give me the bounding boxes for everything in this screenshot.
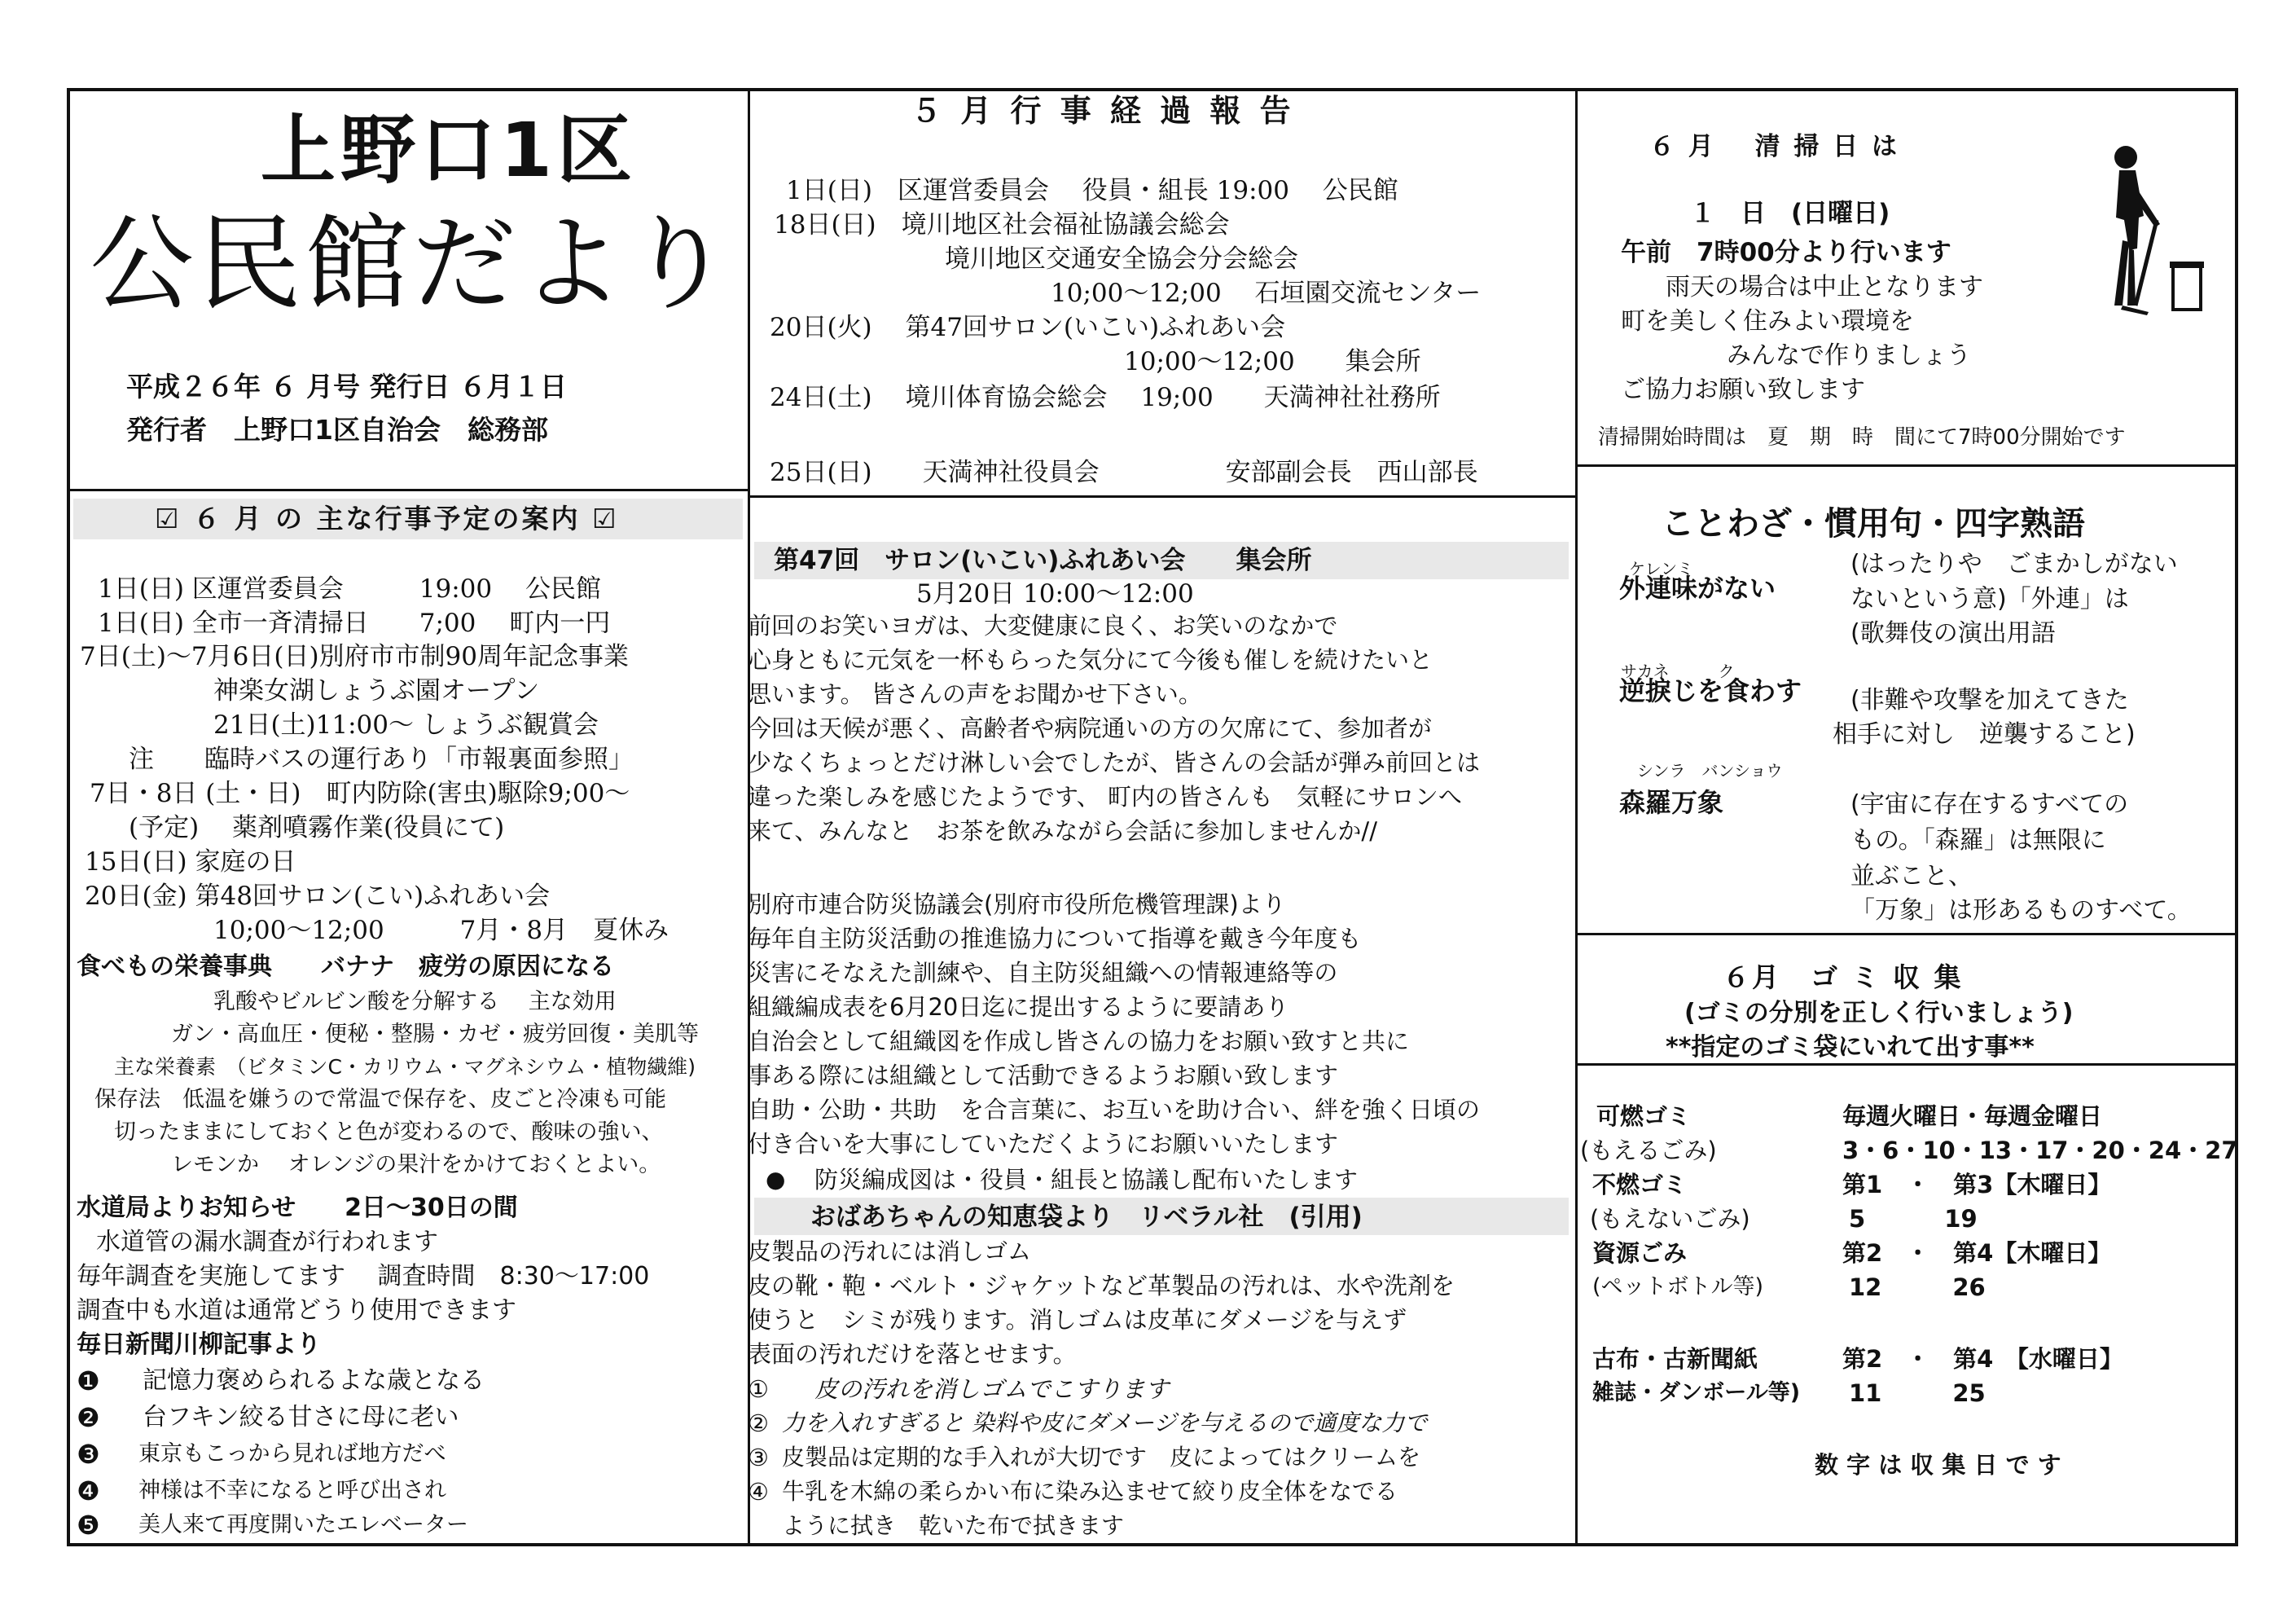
may-report-line: 24日(土) 境川体育協会総会 19;00 天満神社社務所	[770, 383, 1441, 412]
senryu-number: ❸	[77, 1439, 100, 1470]
food-line: レモンか オレンジの果汁をかけておくとよい。	[171, 1152, 661, 1177]
garbage-schedule: 12 26	[1849, 1273, 1986, 1301]
cleaning-line: ご協力お願い致します	[1621, 376, 1865, 404]
garbage-schedule: 第2 ・ 第4 【水曜日】	[1842, 1345, 2123, 1373]
salon-line: 心身ともに元気を一杯もらった気分にて今後も催しを続けたいと	[748, 646, 1433, 674]
divider-left-header	[67, 489, 748, 491]
garbage-schedule: 5 19	[1849, 1205, 1978, 1233]
divider-mid-header	[748, 495, 1575, 498]
obaachan-item: 皮の汚れを消しゴムでこすります	[814, 1375, 1170, 1403]
garbage-label: (ペットボトル等)	[1592, 1274, 1764, 1299]
obaachan-line: 使うと シミが残ります。消しゴムは皮革にダメージを与えず	[748, 1306, 1407, 1334]
food-line: 乳酸やビルビン酸を分解する 主な効用	[213, 989, 617, 1014]
cleaning-line: みんなで作りましょう	[1727, 341, 1971, 370]
proverb-meaning: ないという意)「外連」は	[1850, 585, 2129, 613]
may-report-line: 10;00～12;00 石垣園交流センター	[1051, 279, 1482, 308]
may-report-line: 10;00～12;00 集会所	[1124, 347, 1421, 376]
salon-date: 5月20日 10:00～12:00	[916, 579, 1194, 609]
bosai-line: 付き合いを大事にしていただくようにお願いいたします	[748, 1130, 1339, 1158]
proverbs-heading: ことわざ・慣用句・四字熟語	[1662, 505, 2085, 543]
schedule-line: 10;00～12;00 7月・8月 夏休み	[213, 916, 669, 945]
may-report-line: 1日(日) 区運営委員会 役員・組長 19:00 公民館	[786, 176, 1398, 205]
garbage-schedule: 3・6・10・13・17・20・24・27	[1842, 1137, 2238, 1164]
senryu-number: ❶	[77, 1365, 100, 1396]
garbage-label: 不燃ゴミ	[1592, 1171, 1688, 1198]
schedule-line: 15日(日) 家庭の日	[85, 847, 296, 877]
masthead-subtitle: 公民館だより	[90, 204, 735, 325]
obaachan-line: 皮の靴・鞄・ベルト・ジャケットなど革製品の汚れは、水や洗剤を	[748, 1272, 1455, 1299]
schedule-line: 神楽女湖しょうぶ園オープン	[213, 676, 540, 706]
schedule-line: 1日(日) 区運営委員会 19:00 公民館	[98, 574, 601, 604]
garbage-note-bags: **指定のゴミ袋にいれて出す事**	[1666, 1033, 2035, 1062]
garbage-heading: ６月 ゴ ミ 収 集	[1723, 961, 1964, 993]
garbage-label: (もえないごみ)	[1590, 1205, 1750, 1233]
obaachan-item: 皮製品は定期的な手入れが大切です 皮によってはクリームを	[782, 1444, 1421, 1471]
may-report-line: 18日(日) 境川地区社会福祉協議会総会	[774, 210, 1230, 240]
obaachan-line: 皮製品の汚れには消しゴム	[748, 1238, 1032, 1265]
garbage-schedule: 11 25	[1849, 1379, 1986, 1407]
proverb-meaning: 並ぶこと、	[1850, 862, 1973, 890]
cleaning-footer: 清掃開始時間は 夏 期 時 間にて7時00分開始です	[1598, 425, 2126, 450]
bosai-line: 自助・公助・共助 を合言葉に、お互いを助け合い、絆を強く日頃の	[748, 1096, 1481, 1124]
bosai-bullet: ●	[766, 1166, 786, 1193]
senryu-text: 美人来て再度開いたエレベーター	[138, 1512, 468, 1537]
schedule-line: 21日(土)11:00～ しょうぶ観賞会	[213, 710, 599, 740]
food-line: 主な栄養素 （ビタミンC・カリウム・マグネシウム・植物繊維)	[114, 1055, 696, 1079]
garbage-label: 可燃ゴミ	[1596, 1102, 1692, 1130]
senryu-text: 神様は不幸になると呼び出され	[138, 1478, 446, 1503]
food-line: 切ったままにしておくと色が変わるので、酸味の強い、	[114, 1119, 664, 1145]
salon-line: 思います。 皆さんの声をお聞かせ下さい。	[748, 680, 1202, 708]
water-line: 水道管の漏水調査が行われます	[96, 1228, 438, 1256]
schedule-heading: ☑ ６ 月 の 主な行事予定の案内 ☑	[155, 503, 619, 534]
proverb-meaning: (宇宙に存在するすべての	[1850, 790, 2129, 819]
garbage-label: 資源ごみ	[1592, 1239, 1688, 1267]
cleaning-heading: ６ 月 清 掃 日 は	[1649, 132, 1899, 161]
senryu-text: 記憶力褒められるよな歳となる	[143, 1366, 485, 1395]
salon-heading: 第47回 サロン(いこい)ふれあい会 集会所	[774, 546, 1312, 575]
cleaning-line: 雨天の場合は中止となります	[1666, 273, 1983, 301]
senryu-number: ❹	[77, 1475, 100, 1506]
schedule-line: 1日(日) 全市一斉清掃日 7;00 町内一円	[98, 609, 611, 638]
obaachan-heading: おばあちゃんの知恵袋より リベラル社 (引用)	[810, 1203, 1363, 1232]
schedule-line: 7日・8日 (土・日) 町内防除(害虫)駆除9;00～	[90, 779, 630, 808]
senryu-text: 東京もこっから見れば地方だべ	[138, 1441, 446, 1466]
schedule-line: 20日(金) 第48回サロン(こい)ふれあい会	[85, 882, 551, 911]
salon-line: 今回は天候が悪く、高齢者や病院通いの方の欠席にて、参加者が	[748, 715, 1432, 742]
bosai-line: 事ある際には組織として活動できるようお願い致します	[748, 1062, 1339, 1089]
bosai-line: 毎年自主防災活動の推進協力について指導を戴き今年度も	[748, 925, 1362, 952]
proverb-meaning: 「万象」は形あるものすべて。	[1850, 896, 2192, 925]
obaachan-number: ④	[748, 1478, 769, 1506]
proverb-meaning: 相手に対し 逆襲すること)	[1833, 720, 2136, 749]
senryu-heading: 毎日新聞川柳記事より	[77, 1330, 321, 1359]
garbage-label: (もえるごみ)	[1580, 1137, 1717, 1164]
bosai-line: 組織編成表を6月20日迄に提出するように要請あり	[748, 993, 1289, 1021]
garbage-schedule: 第2 ・ 第4【木曜日】	[1842, 1239, 2112, 1267]
senryu-number: ❺	[77, 1510, 100, 1541]
schedule-line: 7日(土)～7月6日(日)別府市市制90周年記念事業	[80, 642, 629, 671]
obaachan-item: 牛乳を木綿の柔らかい布に染み込ませて絞り皮全体をなでる	[782, 1478, 1398, 1505]
person-sweeping-icon	[2069, 143, 2215, 318]
bosai-line: 自治会として組織図を作成し皆さんの協力をお願い致すと共に	[748, 1027, 1410, 1055]
garbage-label: 雑誌・ダンボール等)	[1592, 1380, 1801, 1405]
proverb-term: 逆捩じを食わす	[1619, 675, 1802, 706]
schedule-line: 注 臨時バスの運行あり「市報裏面参照」	[129, 745, 634, 774]
proverb-term: 外連味がない	[1619, 573, 1776, 604]
proverb-ruby: ケレンミ	[1629, 559, 1694, 578]
cleaning-time: 午前 7時00分より行います	[1621, 238, 1951, 267]
divider-right-1	[1575, 464, 2238, 467]
may-report-heading: ５ 月 行 事 経 過 報 告	[911, 93, 1295, 129]
publisher-line: 発行者 上野口1区自治会 総務部	[126, 414, 548, 446]
proverb-meaning: (歌舞伎の演出用語	[1850, 619, 2056, 648]
water-line: 調査中も水道は通常どうり使用できます	[77, 1296, 516, 1325]
divider-right	[1575, 88, 1578, 1546]
garbage-subheading: (ゴミの分別を正しく行いましょう)	[1684, 999, 2074, 1027]
may-report-line: 25日(日) 天満神社役員会 安部副会長 西山部長	[770, 458, 1478, 487]
obaachan-number: ②	[748, 1409, 769, 1437]
may-report-line: 境川地区交通安全協会分会総会	[945, 244, 1298, 274]
obaachan-item: 力を入れすぎると 染料や皮にダメージを与えるので適度な力で	[782, 1409, 1428, 1436]
proverb-ruby: シンラ バンショウ	[1637, 761, 1783, 781]
garbage-schedule: 第1 ・ 第3【木曜日】	[1842, 1171, 2112, 1198]
salon-line: 違った楽しみを感じたようです、 町内の皆さんも 気軽にサロンへ	[748, 783, 1462, 811]
issue-line: 平成２６年 ６ 月号 発行日 ６月１日	[126, 371, 567, 402]
cleaning-day: １ 日 (日曜日)	[1690, 199, 1890, 228]
food-line: ガン・高血圧・便秘・整腸・カゼ・疲労回復・美肌等	[171, 1022, 699, 1047]
garbage-footer-note: 数 字 は 収 集 日 で す	[1815, 1451, 2061, 1479]
garbage-label: 古布・古新聞紙	[1592, 1345, 1758, 1373]
proverb-meaning: (非難や攻撃を加えてきた	[1850, 686, 2129, 715]
food-line: 保存法 低温を嫌うので常温で保存を、皮ごと冷凍も可能	[94, 1087, 666, 1112]
salon-line: 前回のお笑いヨガは、大変健康に良く、お笑いのなかで	[748, 612, 1338, 640]
bosai-line: 災害にそなえた訓練や、自主防災組織への情報連絡等の	[748, 959, 1338, 987]
senryu-text: 台フキン絞る甘さに母に老い	[143, 1403, 459, 1431]
may-report-line: 20日(火) 第47回サロン(いこい)ふれあい会	[770, 313, 1286, 342]
water-heading: 水道局よりお知らせ 2日～30日の間	[77, 1194, 518, 1222]
proverb-meaning: もの。「森羅」は無限に	[1850, 826, 2106, 855]
bosai-line: 別府市連合防災協議会(別府市役所危機管理課)より	[748, 890, 1286, 918]
obaachan-number: ③	[748, 1444, 769, 1471]
cleaning-line: 町を美しく住みよい環境を	[1621, 307, 1914, 336]
divider-right-2	[1575, 933, 2238, 935]
proverb-ruby: サカネ ク	[1621, 662, 1735, 681]
obaachan-number: ①	[748, 1375, 769, 1403]
senryu-number: ❷	[77, 1402, 100, 1433]
obaachan-line: 表面の汚れだけを落とせます。	[748, 1340, 1077, 1368]
salon-line: 少なくちょっとだけ淋しい会でしたが、皆さんの会話が弾み前回とは	[748, 749, 1481, 776]
salon-line: 来て、みんなと お茶を飲みながら会話に参加しませんか//	[748, 817, 1377, 845]
water-line: 毎年調査を実施してます 調査時間 8:30～17:00	[77, 1262, 650, 1291]
bosai-bullet-text: 防災編成図は・役員・組長と協議し配布いたします	[814, 1166, 1359, 1194]
garbage-schedule: 毎週火曜日・毎週金曜日	[1842, 1102, 2103, 1130]
obaachan-last: ように拭き 乾いた布で拭きます	[782, 1512, 1125, 1539]
proverb-meaning: (はったりや ごまかしがない	[1850, 550, 2178, 578]
schedule-line: (予定) 薬剤噴霧作業(役員にて)	[129, 813, 505, 842]
masthead-title: 上野口1区	[261, 107, 638, 194]
food-heading: 食べもの栄養事典 バナナ 疲労の原因になる	[77, 952, 614, 981]
proverb-term: 森羅万象	[1619, 787, 1724, 818]
